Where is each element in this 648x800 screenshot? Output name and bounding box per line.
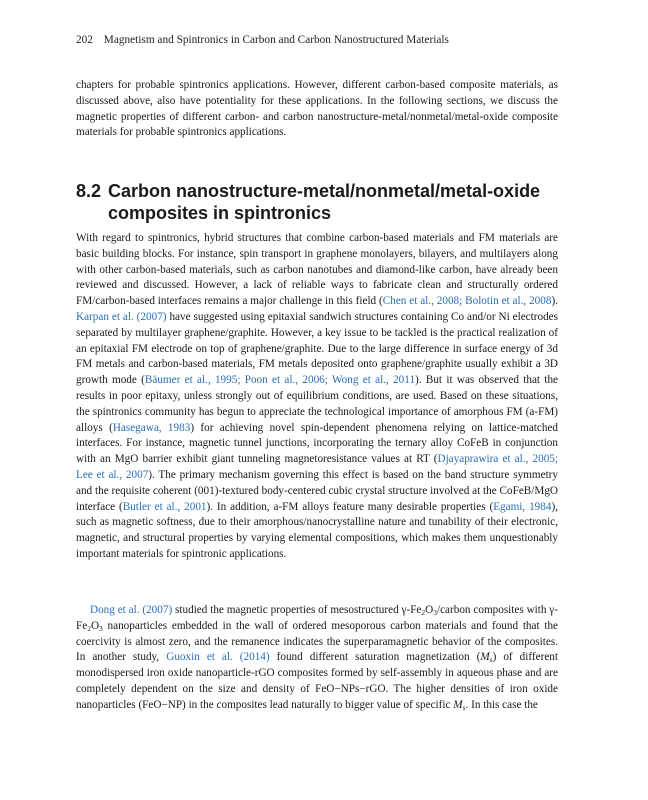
text-run: ), such as magnetic softness, due to their amorphous/nanocrystalline nature and tunability of their electronic, magnetic, and structural properties by varying elemental compositions, which makes them unquestionably important materials for spintronic applications. bbox=[76, 500, 558, 560]
running-head bbox=[76, 34, 566, 46]
text-run: ) of different monodispersed iron oxide nanoparticle-rGO composites formed by self-assembly in aqueous phase and are completely dependent on the size and density of FeO−NPs−rGO. The higher densities of iron oxide nanoparticles (FeO−NP) in the composites lead naturally to bigger value of specific bbox=[76, 651, 558, 711]
text-run: nanoparticles embedded in the wall of ordered mesoporous carbon materials and found that the coercivity is almost zero, and the remanence indicates the superparamagnetic behavior of the composites. In another study, bbox=[76, 619, 558, 664]
citation-link[interactable]: Bäumer et al., 1995; Poon et al., 2006; Wong et al., 2011 bbox=[144, 374, 416, 387]
section-title-line1: Carbon nanostructure-metal/nonmetal/metal-oxide bbox=[108, 181, 541, 201]
page-number: 202 bbox=[76, 34, 93, 46]
subscript: 3 bbox=[433, 608, 437, 617]
citation-link[interactable]: Guoxin et al. (2014) bbox=[166, 651, 270, 664]
subscript: s bbox=[462, 702, 466, 712]
subscript: 3 bbox=[99, 623, 103, 633]
subscript: 2 bbox=[421, 608, 426, 617]
paragraph-2 bbox=[76, 603, 558, 714]
text-run: ) for achieving novel spin-dependent phenomena relying on lattice-matched interfaces. For instance, magnetic tunnel junctions, incorporating the ternary alloy CoFeB in conjunction with an MgO barrier exhibit giant tunneling magnetoresistance values at RT ( bbox=[76, 421, 559, 466]
text-run: O bbox=[90, 619, 100, 632]
citation-link[interactable]: Dong et al. (2007) bbox=[90, 604, 173, 616]
paragraph-1 bbox=[76, 231, 558, 563]
text-run: studied the magnetic properties of mesostructured γ-Fe bbox=[172, 604, 422, 616]
text-run: found different saturation magnetization ( bbox=[269, 651, 481, 664]
math-symbol: M bbox=[453, 698, 463, 711]
text-run: ). The primary mechanism governing this effect is based on the band structure symmetry and the requisite coherent (001)-textured body-centered cubic crystal structure involved at the CoFeB/MgO interface ( bbox=[76, 468, 558, 513]
text-run: /carbon composites with γ-Fe bbox=[76, 604, 558, 632]
citation-link[interactable]: Djayaprawira et al., 2005; Lee et al., 2007 bbox=[76, 453, 558, 481]
text-run: O bbox=[425, 604, 434, 616]
citation-link[interactable]: Egami, 1984 bbox=[493, 500, 552, 513]
text-run: ). In addition, a-FM alloys feature many desirable properties ( bbox=[206, 500, 494, 513]
text-run: . In this case the bbox=[465, 698, 538, 711]
citation-link[interactable]: Chen et al., 2008; Bolotin et al., 2008 bbox=[382, 295, 552, 308]
text-run: ). But it was observed that the results in poor epitaxy, unless strongly out of equilibrium conditions, are used. Based on these situations, the spintronics community has begun to appreciate the technological importance of amorphous FM (a-FM) alloys ( bbox=[76, 374, 558, 434]
text-run: With regard to spintronics, hybrid structures that combine carbon-based materials and FM materials are basic building blocks. For instance, spin transport in graphene monolayers, bilayers, and multilayers along with other carbon-based materials, such as carbon nanotubes and diamond-like carbon, have already been reviewed and discussed. However, a lack of reliable ways to fabricate clean and structurally ordered FM/carbon-based interfaces remains a major challenge in this field ( bbox=[76, 232, 558, 308]
text-run: ). bbox=[551, 295, 558, 308]
intro-paragraph: chapters for probable spintronics applications. However, different carbon-based composite materials, as discussed above, also have potentiality for these applications. In the following sections, we discuss the magnetic properties of different carbon- and carbon nanostructure-metal/nonmetal/metal-oxide composite materials for probable spintronics applications. bbox=[76, 79, 558, 139]
subscript: 2 bbox=[87, 623, 91, 633]
subscript: s bbox=[489, 655, 493, 665]
section-number: 8.2 bbox=[76, 181, 102, 201]
section-heading bbox=[76, 180, 558, 224]
citation-link[interactable]: Karpan et al. (2007) bbox=[76, 310, 167, 323]
text-run: have suggested using epitaxial sandwich structures containing Co and/or Ni electrodes separated by multilayer graphene/graphite. However, a key issue to be tackled is the practical realization of an epitaxial FM electrode on top of graphene/graphite. Due to the large difference in surface energy of 3d FM metals and carbon-based materials, FM metals deposited onto graphene/graphite usually exhibit a 3D growth mode ( bbox=[76, 310, 558, 387]
math-symbol: M bbox=[480, 651, 490, 664]
running-head-title: Magnetism and Spintronics in Carbon and Carbon Nanostructured Materials bbox=[103, 34, 449, 46]
citation-link[interactable]: Hasegawa, 1983 bbox=[112, 421, 191, 434]
section-title-line2: composites in spintronics bbox=[108, 203, 332, 223]
citation-link[interactable]: Butler et al., 2001 bbox=[122, 500, 207, 513]
